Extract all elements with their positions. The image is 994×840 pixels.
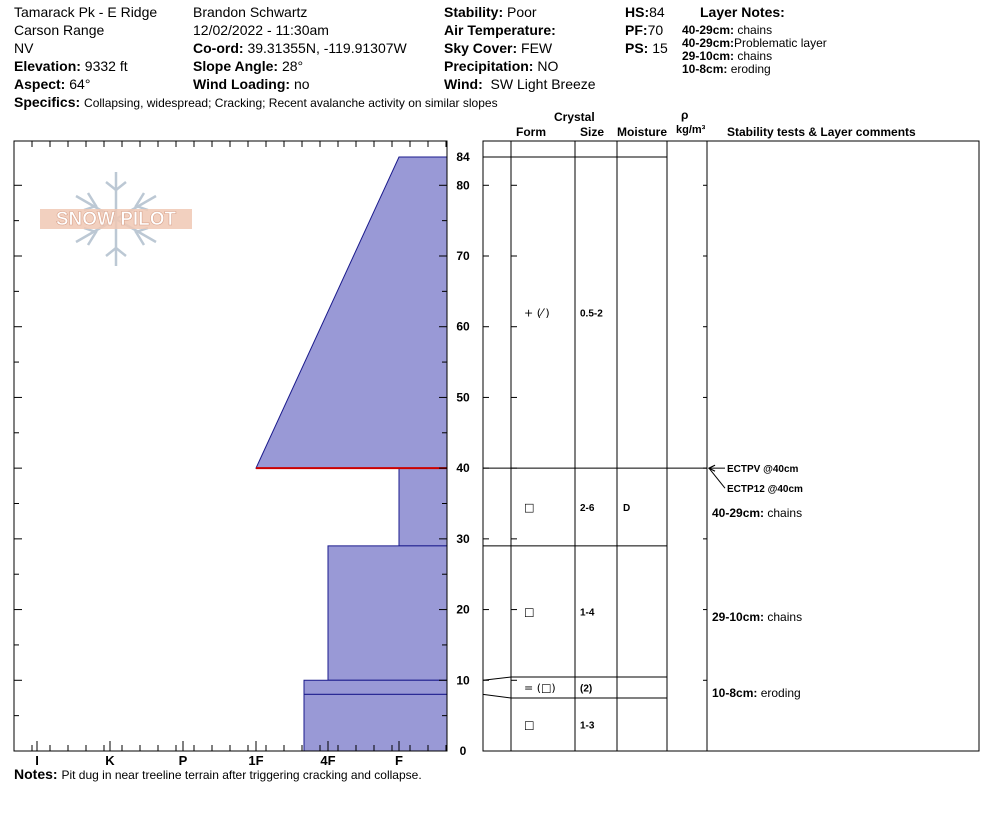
layer-moisture: D [623, 503, 631, 515]
layer-note: 40-29cm: chains [682, 23, 773, 37]
pf: PF:70 [625, 22, 664, 38]
y-tick-label: 60 [456, 319, 470, 334]
y-tick-label: 0 [459, 744, 467, 758]
notes: Notes: Pit dug in near treeline terrain after triggering cracking and collapse. [14, 766, 422, 782]
coordinates: Co-ord: 39.31355N, -119.91307W [193, 40, 407, 56]
header-size: Size [580, 125, 605, 139]
test-arrow [709, 468, 725, 488]
layer-comment [712, 506, 802, 520]
wind-loading: Wind Loading: no [193, 76, 310, 92]
layer-comment [712, 610, 802, 624]
y-tick-label: 30 [456, 531, 470, 546]
datetime: 12/02/2022 - 11:30am [193, 22, 329, 38]
layer-comment-text: eroding [760, 686, 801, 700]
hardness-layer [304, 680, 447, 694]
layer-grain-form: + (⁄′) [524, 306, 550, 320]
x-tick-label: F [395, 753, 403, 768]
hardness-layer [399, 468, 447, 546]
logo-text: SNOW PILOT [55, 209, 177, 230]
header-moisture: Moisture [617, 125, 668, 139]
observer: Brandon Schwartz [193, 4, 308, 20]
x-tick-label: P [178, 753, 188, 768]
layer-grain-form: □ [524, 501, 535, 515]
air-temperature: Air Temperature: [444, 22, 556, 38]
x-tick-label: 4F [320, 753, 336, 768]
layer-boundary-connector [483, 677, 511, 680]
state: NV [14, 40, 34, 56]
y-tick-label: 10 [456, 673, 470, 688]
header-stability-tests: Stability tests & Layer comments [727, 125, 916, 139]
layer-note: 40-29cm:Problematic layer [682, 36, 827, 50]
layer-note: 10-8cm: eroding [682, 62, 771, 76]
specifics: Specifics: Collapsing, widespread; Cracking; Recent avalanche activity on similar slopes [14, 94, 498, 110]
layer-boundary-connector [483, 694, 511, 698]
layer-comment [712, 686, 801, 700]
aspect: Aspect: 64° [14, 76, 91, 92]
layer-comment-range: 40-29cm: [712, 506, 768, 520]
hardness-layer [304, 694, 447, 751]
layer-note: 29-10cm: chains [682, 49, 773, 63]
hardness-layer [328, 546, 447, 680]
range: Carson Range [14, 22, 105, 38]
layer-grain-size: 2-6 [580, 503, 595, 515]
header-crystal: Crystal [554, 110, 595, 124]
slope-angle: Slope Angle: 28° [193, 58, 304, 74]
stability-test-label: ECTPV @40cm [727, 464, 799, 476]
layer-comment-range: 10-8cm: [712, 686, 761, 700]
wind: Wind: SW Light Breeze [444, 76, 596, 92]
location: Tamarack Pk - E Ridge [14, 4, 158, 20]
layer-table [483, 141, 979, 751]
y-tick-label: 20 [456, 602, 470, 617]
layer-grain-size: (2) [580, 683, 593, 695]
precipitation: Precipitation: NO [444, 58, 559, 74]
layer-comment-text: chains [767, 506, 803, 520]
layer-grain-size: 1-3 [580, 720, 595, 732]
y-tick-label: 40 [456, 461, 470, 476]
table-frame [483, 141, 979, 751]
stability-test-label: ECTP12 @40cm [727, 484, 803, 496]
y-tick-label: 84 [456, 150, 470, 164]
y-tick-label: 50 [456, 390, 470, 405]
stability: Stability: Poor [444, 4, 537, 20]
layer-comment-text: chains [767, 610, 803, 624]
layer-grain-form: = (□) [524, 681, 556, 695]
ps: PS: 15 [625, 40, 668, 56]
y-tick-label: 70 [456, 249, 470, 263]
y-tick-label: 80 [456, 178, 470, 193]
hardness-layer [256, 157, 447, 468]
header-density-unit: kg/m³ [676, 124, 706, 136]
x-tick-label: 1F [248, 753, 264, 768]
layer-grain-size: 0.5-2 [580, 308, 603, 320]
layer-grain-form: □ [524, 605, 535, 619]
x-tick-label: K [105, 753, 115, 768]
x-tick-label: I [35, 753, 39, 768]
hs: HS:84 [625, 4, 665, 20]
layer-grain-form: □ [524, 718, 535, 732]
sky-cover: Sky Cover: FEW [444, 40, 553, 56]
header-form: Form [516, 125, 546, 139]
elevation: Elevation: 9332 ft [14, 58, 128, 74]
layer-comment-range: 29-10cm: [712, 610, 768, 624]
hardness-profile [256, 157, 447, 751]
layer-grain-size: 1-4 [580, 607, 595, 619]
layer-notes-title: Layer Notes: [700, 4, 785, 20]
header-rho: ρ [681, 108, 689, 122]
